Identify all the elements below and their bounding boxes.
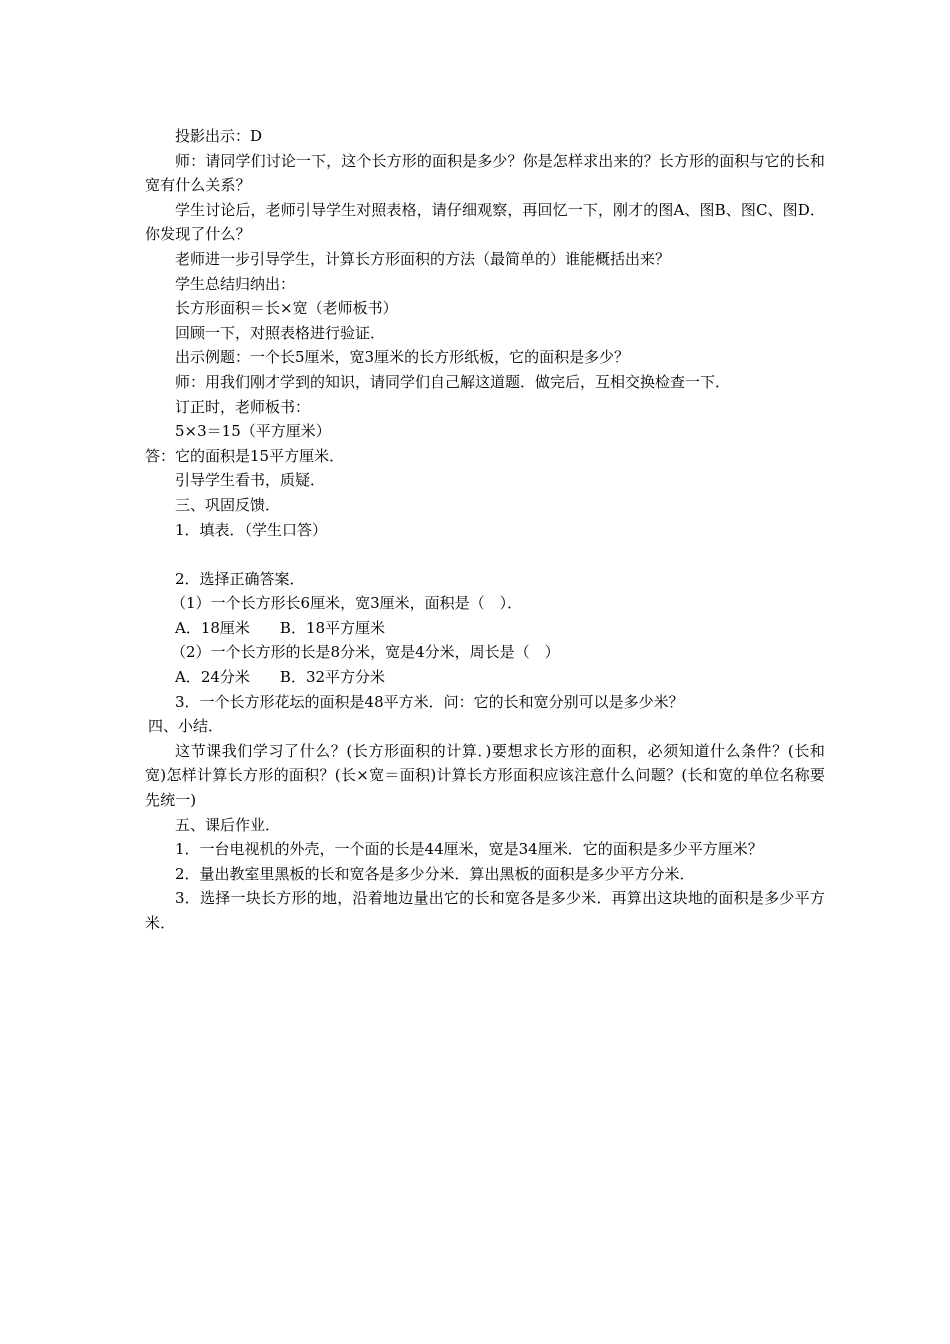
teacher-question-paragraph: 师：请同学们讨论一下，这个长方形的面积是多少？你是怎样求出来的？长方形的面积与它的长和宽有什么关系？ bbox=[145, 151, 825, 195]
question-two-line: （2）一个长方形的长是8分米，宽是4分米，周长是（ ） bbox=[171, 643, 560, 662]
option-b-one: B．18平方厘米 bbox=[279, 618, 386, 637]
section-five-heading: 五、课后作业． bbox=[175, 815, 281, 834]
section-three-heading: 三、巩固反馈． bbox=[175, 495, 281, 514]
teacher-instruction-line: 师：用我们刚才学到的知识，请同学们自己解这道题．做完后，互相交换检查一下． bbox=[175, 372, 731, 391]
answer-line: 答：它的面积是15平方厘米． bbox=[145, 446, 345, 465]
example-problem-line: 出示例题：一个长5厘米，宽3厘米的长方形纸板，它的面积是多少？ bbox=[175, 348, 630, 367]
area-formula-line: 长方形面积＝长×宽（老师板书） bbox=[175, 299, 398, 318]
student-discussion-paragraph: 学生讨论后，老师引导学生对照表格，请仔细观察，再回忆一下，刚才的图A、图B、图C、图D．你发现了什么？ bbox=[145, 200, 825, 244]
reading-line: 引导学生看书，质疑． bbox=[175, 471, 326, 490]
option-a-two: A．24分米 bbox=[175, 668, 250, 687]
review-line: 回顾一下，对照表格进行验证． bbox=[175, 323, 386, 342]
question-one-line: （1）一个长方形长6厘米，宽3厘米，面积是（ ）． bbox=[171, 594, 523, 613]
homework-three-paragraph: 3．选择一块长方形的地，沿着地边量出它的长和宽各是多少米．再算出这块地的面积是多少平方米． bbox=[145, 889, 825, 932]
student-summary-line: 学生总结归纳出： bbox=[175, 274, 296, 293]
teacher-guide-line: 老师进一步引导学生，计算长方形面积的方法（最简单的）谁能概括出来？ bbox=[175, 249, 671, 268]
blank-spacer bbox=[145, 542, 825, 567]
homework-two-line: 2．量出教室里黑板的长和宽各是多少分米．算出黑板的面积是多少平方分米． bbox=[175, 864, 695, 883]
document-body bbox=[145, 124, 825, 936]
exercise-one-line: 1．填表．（学生口答） bbox=[175, 520, 328, 539]
question-two-options bbox=[145, 665, 825, 690]
exercise-three-line: 3．一个长方形花坛的面积是48平方米．问：它的长和宽分别可以是多少米？ bbox=[175, 692, 684, 711]
homework-one-line: 1．一台电视机的外壳，一个面的长是44厘米，宽是34厘米．它的面积是多少平方厘米？ bbox=[175, 840, 763, 859]
option-b-two: B．32平方分米 bbox=[279, 668, 386, 687]
option-a-one: A．18厘米 bbox=[175, 618, 250, 637]
exercise-two-line: 2．选择正确答案． bbox=[175, 569, 305, 588]
section-four-heading: 四、小结． bbox=[148, 717, 224, 736]
summary-paragraph: 这节课我们学习了什么？(长方形面积的计算．)要想求长方形的面积，必须知道什么条件？(长和宽)怎样计算长方形的面积？(长×宽＝面积)计算长方形面积应该注意什么问题？(长和宽的单位名称要先统一) bbox=[145, 741, 825, 810]
correction-line: 订正时，老师板书： bbox=[175, 397, 311, 416]
calculation-line: 5×3＝15（平方厘米） bbox=[175, 422, 331, 441]
projection-line: 投影出示：D bbox=[175, 127, 263, 145]
question-one-options bbox=[145, 616, 825, 641]
